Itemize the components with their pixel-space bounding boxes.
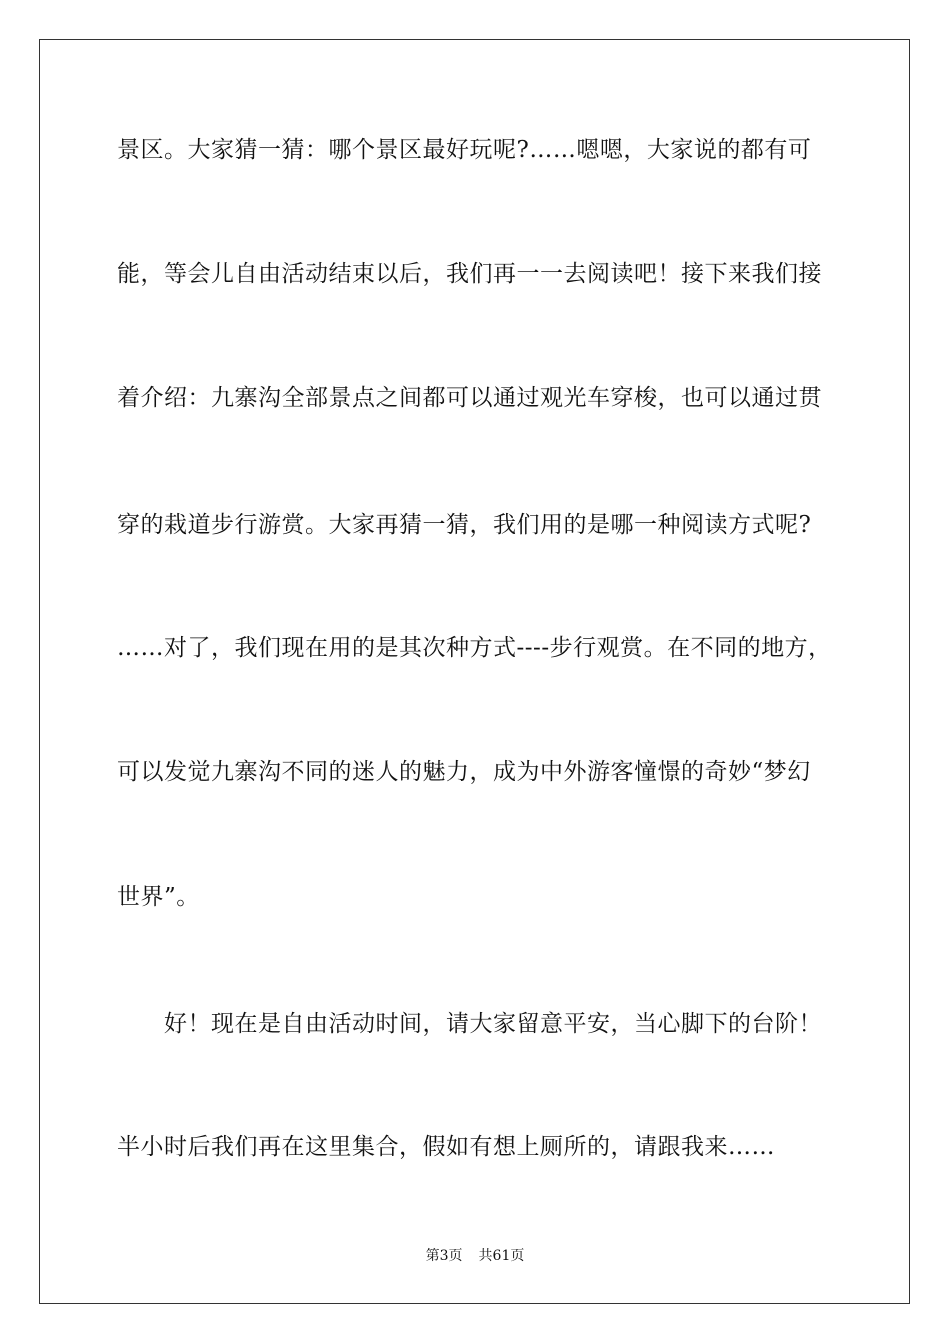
paragraph-line-9: 半小时后我们再在这里集合，假如有想上厕所的，请跟我来…… <box>117 1134 775 1160</box>
paragraph-line-2: 能，等会儿自由活动结束以后，我们再一一去阅读吧！接下来我们接 <box>117 261 822 287</box>
page-number: 第3页 <box>425 1248 463 1264</box>
paragraph-line-6: 可以发觉九寨沟不同的迷人的魅力，成为中外游客憧憬的奇妙“梦幻 <box>117 759 811 785</box>
paragraph-line-8: 好！现在是自由活动时间，请大家留意平安，当心脚下的台阶！ <box>164 1011 822 1037</box>
paragraph-line-4: 穿的栽道步行游赏。大家再猜一猜，我们用的是哪一种阅读方式呢? <box>117 512 812 538</box>
paragraph-line-1: 景区。大家猜一猜：哪个景区最好玩呢?……嗯嗯，大家说的都有可 <box>117 137 812 163</box>
paragraph-line-3: 着介绍：九寨沟全部景点之间都可以通过观光车穿梭，也可以通过贯 <box>117 385 822 411</box>
page-border <box>39 39 910 1304</box>
paragraph-line-5: ……对了，我们现在用的是其次种方式----步行观赏。在不同的地方， <box>117 635 832 661</box>
page-total: 共61页 <box>478 1248 525 1264</box>
page-footer <box>0 1246 950 1266</box>
paragraph-line-7: 世界”。 <box>117 884 200 910</box>
